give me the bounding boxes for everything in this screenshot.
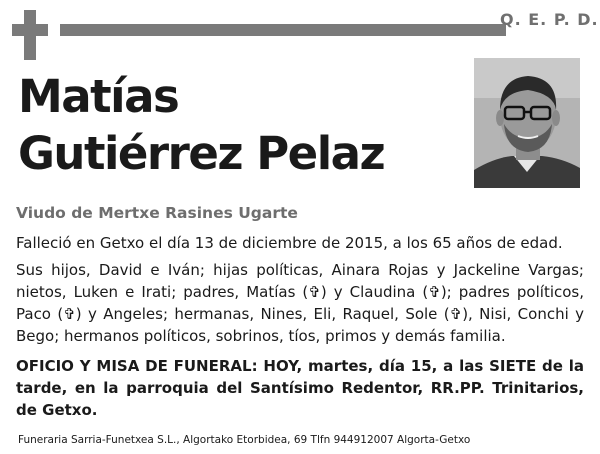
last-names: Gutiérrez Pelaz xyxy=(18,127,385,180)
deceased-name xyxy=(18,68,458,182)
deceased-photo xyxy=(474,58,580,188)
funeral-announcement: OFICIO Y MISA DE FUNERAL: HOY, martes, día 15, a las SIETE de la tarde, en la parroquia del Santísimo Redentor, RR.PP. Trinitarios, de Getxo. xyxy=(16,357,584,419)
funeral-home-footer: Funeraria Sarria-Funetxea S.L., Algortako Etorbidea, 69 Tlfn 944912007 Algorta-Getxo xyxy=(18,434,471,446)
header-rule xyxy=(60,24,506,36)
family-list: Sus hijos, David e Iván; hijas políticas, Ainara Rojas y Jackeline Vargas; nietos, Luken e Irati; padres, Matías (✞) y Claudina (✞); padres políticos, Paco (✞) y Angeles; hermanas, Nines, Eli, Raquel, Sole (✞), Nisi, Conchi y Bego; hermanos políticos, sobrinos, tíos, primos y demás familia. xyxy=(16,261,584,345)
first-name: Matías xyxy=(18,70,179,123)
qepd-label: Q. E. P. D. xyxy=(500,10,599,29)
death-statement: Falleció en Getxo el día 13 de diciembre de 2015, a los 65 años de edad. xyxy=(16,234,563,252)
widow-line: Viudo de Mertxe Rasines Ugarte xyxy=(16,204,298,222)
